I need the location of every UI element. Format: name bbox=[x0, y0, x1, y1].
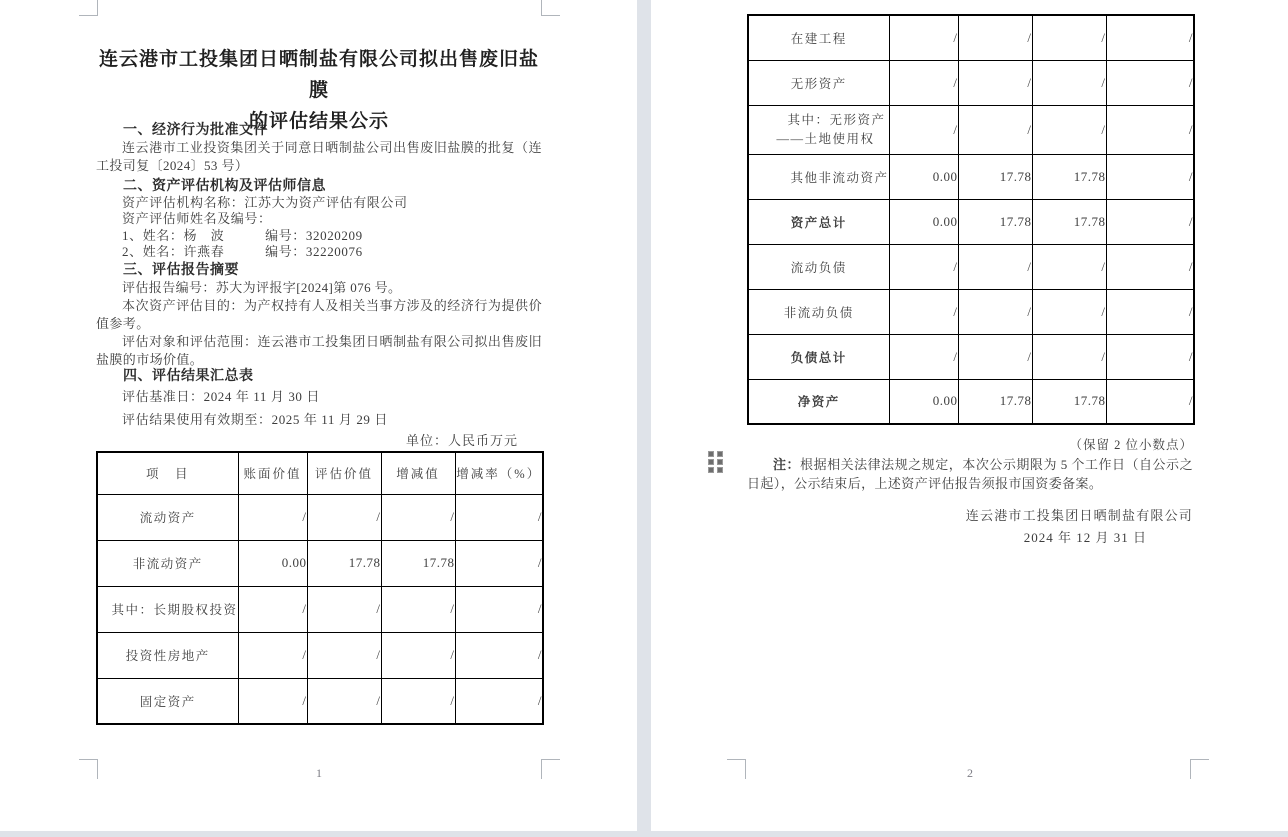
cell-value: 17.78 bbox=[381, 540, 455, 586]
table-row bbox=[748, 15, 1194, 60]
cell-value: 17.78 bbox=[1032, 199, 1106, 244]
cell-value: / bbox=[1032, 334, 1106, 379]
cell-value: / bbox=[958, 105, 1032, 154]
table-row bbox=[748, 244, 1194, 289]
cell-value: / bbox=[958, 334, 1032, 379]
valuation-summary-table-page1 bbox=[96, 451, 544, 725]
table-row bbox=[97, 494, 543, 540]
report-number: 评估报告编号：苏大为评报字[2024]第 076 号。 bbox=[122, 280, 402, 295]
cell-value: / bbox=[238, 586, 307, 632]
cell-value: / bbox=[455, 632, 543, 678]
cell-value: 17.78 bbox=[307, 540, 381, 586]
cell-value: / bbox=[889, 289, 958, 334]
cell-value: 17.78 bbox=[1032, 154, 1106, 199]
cell-value: / bbox=[381, 632, 455, 678]
cell-value: / bbox=[1106, 15, 1194, 60]
cell-value: / bbox=[307, 494, 381, 540]
col-header-item: 项 目 bbox=[97, 452, 238, 494]
cell-value: / bbox=[958, 60, 1032, 105]
cell-value: / bbox=[1106, 105, 1194, 154]
row-label bbox=[748, 105, 889, 154]
cell-value: / bbox=[889, 60, 958, 105]
cell-value: / bbox=[1106, 289, 1194, 334]
document-page-1 bbox=[0, 0, 637, 831]
cell-value: / bbox=[307, 586, 381, 632]
row-label: 流动负债 bbox=[748, 244, 889, 289]
cell-value: / bbox=[1106, 60, 1194, 105]
valuation-summary-table-page2 bbox=[747, 14, 1195, 425]
appraisers-label: 资产评估师姓名及编号： bbox=[122, 211, 272, 227]
note-prefix: 注： bbox=[773, 457, 801, 472]
unit-label: 单位：人民币万元 bbox=[405, 433, 518, 449]
cell-value: / bbox=[1106, 244, 1194, 289]
row-label: 非流动负债 bbox=[748, 289, 889, 334]
table-row bbox=[97, 678, 543, 724]
cell-value: / bbox=[958, 244, 1032, 289]
signature-block bbox=[747, 507, 1193, 546]
cell-value: / bbox=[307, 632, 381, 678]
cell-value: / bbox=[455, 494, 543, 540]
row-label-line2: ——土地使用权 bbox=[776, 131, 875, 146]
document-page-2 bbox=[651, 0, 1288, 831]
row-label: 资产总计 bbox=[748, 199, 889, 244]
table-row bbox=[97, 586, 543, 632]
cell-value: / bbox=[1106, 199, 1194, 244]
cell-value: 17.78 bbox=[1032, 379, 1106, 424]
col-header-rate: 增减率（%） bbox=[455, 452, 543, 494]
note-block bbox=[747, 455, 1193, 493]
table-row bbox=[748, 60, 1194, 105]
col-header-change: 增减值 bbox=[381, 452, 455, 494]
cell-value: / bbox=[1032, 105, 1106, 154]
cell-value: / bbox=[958, 289, 1032, 334]
section3-heading: 三、评估报告摘要 bbox=[123, 263, 239, 278]
cell-value: / bbox=[889, 244, 958, 289]
cell-value: / bbox=[307, 678, 381, 724]
cell-value: / bbox=[381, 494, 455, 540]
table-row bbox=[748, 379, 1194, 424]
valuation-scope: 评估对象和评估范围：连云港市工投集团日晒制盐有限公司拟出售废旧盐膜的市场价值。 bbox=[96, 334, 542, 367]
cell-value: / bbox=[1032, 244, 1106, 289]
table-header-row bbox=[97, 452, 543, 494]
cell-value: 0.00 bbox=[889, 154, 958, 199]
valid-until: 评估结果使用有效期至：2025 年 11 月 29 日 bbox=[122, 412, 388, 428]
signature-company: 连云港市工投集团日晒制盐有限公司 bbox=[965, 508, 1193, 523]
section1-heading: 一、经济行为批准文件 bbox=[123, 123, 268, 138]
row-label: 无形资产 bbox=[748, 60, 889, 105]
table-row bbox=[748, 334, 1194, 379]
cell-value: / bbox=[238, 678, 307, 724]
section-summary bbox=[96, 262, 542, 368]
valuation-purpose: 本次资产评估目的：为产权持有人及相关当事方涉及的经济行为提供价值参考。 bbox=[96, 297, 542, 331]
row-label: 投资性房地产 bbox=[97, 632, 238, 678]
page-number: 2 bbox=[967, 766, 973, 780]
cell-value: / bbox=[1106, 379, 1194, 424]
cell-value: / bbox=[1032, 289, 1106, 334]
decimal-note: （保留 2 位小数点） bbox=[1069, 438, 1193, 452]
note-body: 根据相关法律法规之规定，本次公示期限为 5 个工作日（自公示之日起），公示结束后，上述资产评估报告须报市国资委备案。 bbox=[747, 457, 1193, 491]
table-row bbox=[748, 154, 1194, 199]
table-row bbox=[97, 632, 543, 678]
text-boundary-mark-icon bbox=[541, 0, 560, 16]
section4-heading: 四、评估结果汇总表 bbox=[123, 369, 254, 384]
table-row bbox=[748, 105, 1194, 154]
cell-value: 17.78 bbox=[958, 379, 1032, 424]
document-title-line1: 连云港市工投集团日晒制盐有限公司拟出售废旧盐膜 bbox=[98, 49, 539, 101]
cell-value: / bbox=[1106, 334, 1194, 379]
row-label: 流动资产 bbox=[97, 494, 238, 540]
col-header-assessed: 评估价值 bbox=[307, 452, 381, 494]
cell-value: / bbox=[238, 632, 307, 678]
base-date: 评估基准日：2024 年 11 月 30 日 bbox=[122, 389, 320, 404]
cell-value: / bbox=[455, 540, 543, 586]
signature-date: 2024 年 12 月 31 日 bbox=[1023, 530, 1147, 546]
document-title-line2: 的评估结果公示 bbox=[248, 111, 389, 132]
agency-name: 资产评估机构名称：江苏大为资产评估有限公司 bbox=[122, 195, 408, 210]
section1-body: 连云港市工业投资集团关于同意日晒制盐公司出售废旧盐膜的批复（连工投司复〔2024〕53 号） bbox=[96, 140, 542, 173]
row-label: 净资产 bbox=[748, 379, 889, 424]
section-agency bbox=[96, 178, 542, 261]
cell-value: / bbox=[889, 105, 958, 154]
appraiser-1: 1、姓名：杨 波 编号：32020209 bbox=[122, 227, 363, 243]
row-label-line1: 其中：无形资产 bbox=[787, 112, 886, 127]
cell-value: 0.00 bbox=[889, 199, 958, 244]
cell-value: / bbox=[455, 586, 543, 632]
text-boundary-mark-icon bbox=[727, 759, 746, 779]
cell-value: / bbox=[381, 586, 455, 632]
cell-value: / bbox=[381, 678, 455, 724]
table-row bbox=[97, 540, 543, 586]
table-row bbox=[748, 289, 1194, 334]
cell-value: / bbox=[958, 15, 1032, 60]
col-header-book: 账面价值 bbox=[238, 452, 307, 494]
cell-value: 17.78 bbox=[958, 154, 1032, 199]
section-approval bbox=[96, 122, 542, 174]
page-number: 1 bbox=[316, 766, 322, 780]
cell-value: / bbox=[455, 678, 543, 724]
section-results bbox=[96, 368, 542, 450]
cell-value: / bbox=[889, 15, 958, 60]
cell-value: / bbox=[1032, 15, 1106, 60]
cell-value: 0.00 bbox=[889, 379, 958, 424]
section2-heading: 二、资产评估机构及评估师信息 bbox=[123, 179, 326, 194]
table-row bbox=[748, 199, 1194, 244]
row-label: 在建工程 bbox=[748, 15, 889, 60]
drag-handle-icon[interactable] bbox=[709, 452, 726, 475]
text-boundary-mark-icon bbox=[79, 0, 98, 16]
cell-value: 17.78 bbox=[958, 199, 1032, 244]
row-label: 固定资产 bbox=[97, 678, 238, 724]
row-label: 其他非流动资产 bbox=[748, 154, 889, 199]
row-label: 非流动资产 bbox=[97, 540, 238, 586]
row-label: 其中：长期股权投资 bbox=[97, 586, 238, 632]
cell-value: / bbox=[238, 494, 307, 540]
appraiser-2: 2、姓名：许燕春 编号：32220076 bbox=[122, 244, 363, 260]
cell-value: / bbox=[1106, 154, 1194, 199]
cell-value: 0.00 bbox=[238, 540, 307, 586]
cell-value: / bbox=[1032, 60, 1106, 105]
cell-value: / bbox=[889, 334, 958, 379]
note-paragraph bbox=[747, 455, 1193, 493]
row-label: 负债总计 bbox=[748, 334, 889, 379]
text-boundary-mark-icon bbox=[541, 759, 560, 779]
